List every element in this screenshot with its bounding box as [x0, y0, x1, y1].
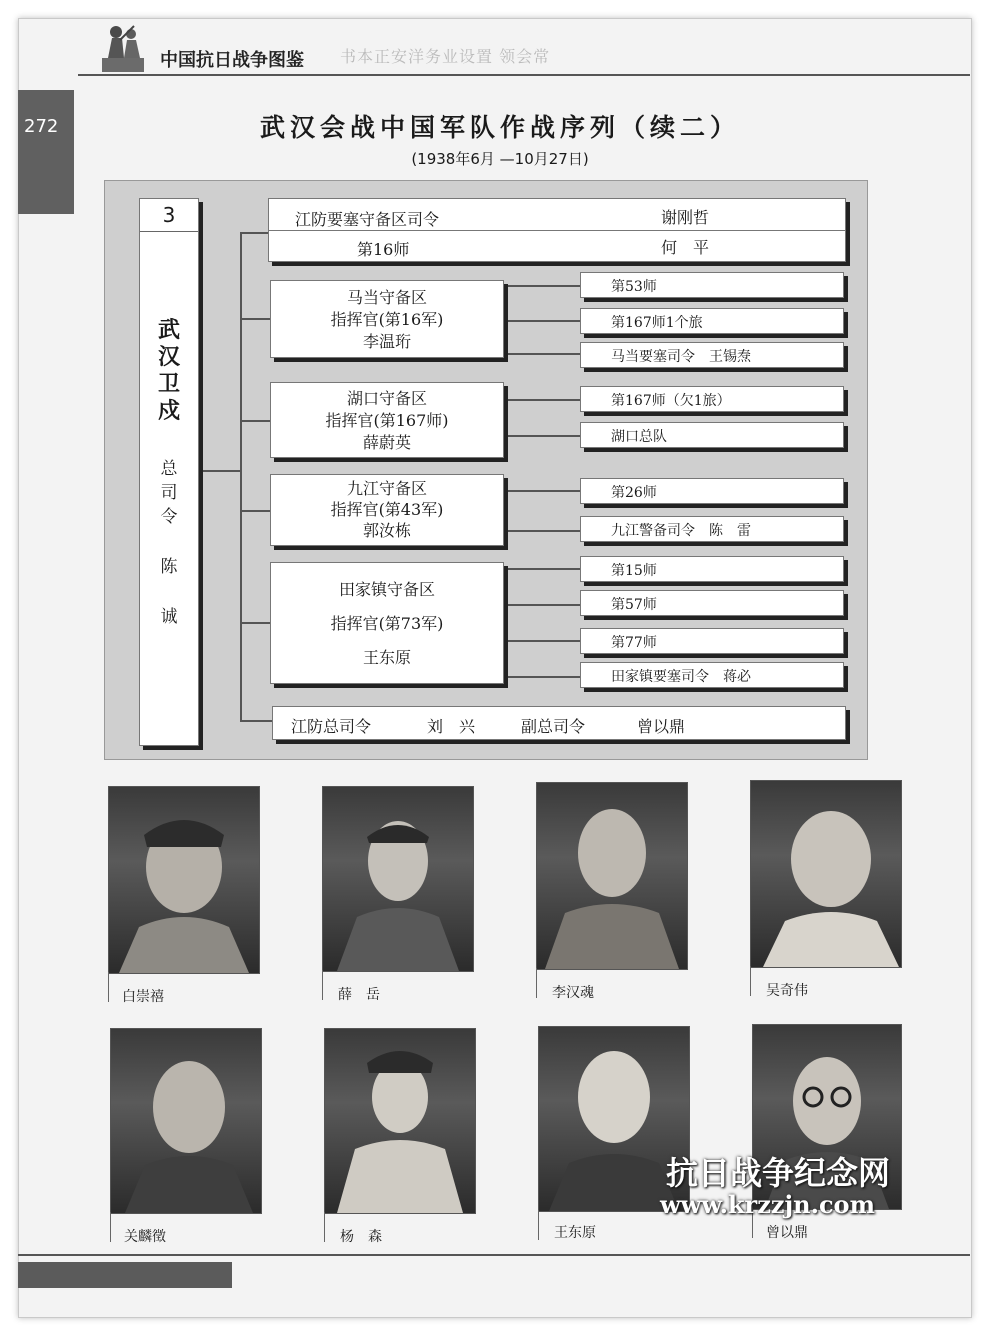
unit-label: 第167师（欠1旅）: [611, 393, 731, 409]
unit-box: [580, 662, 844, 688]
unit-box: [580, 342, 844, 368]
connector-d4: [240, 622, 270, 624]
watermark-url: www.krzzjn.com: [660, 1190, 875, 1219]
unit-box: [580, 422, 844, 448]
unit-box: [580, 386, 844, 412]
connector-d4-u1: [504, 568, 580, 570]
connector-d1-trunk: [504, 285, 506, 353]
connector-d4-u2: [504, 604, 580, 606]
date-range: (1938年6月 —10月27日): [411, 150, 589, 168]
river-defense-commander-name: 刘 兴: [427, 717, 476, 736]
caption-rule: [536, 968, 537, 998]
caption-rule: [538, 1210, 539, 1240]
connector-d2: [240, 420, 270, 422]
row-divider: [269, 230, 845, 231]
district-name: 九江守备区: [346, 479, 427, 498]
unit-label: 第53师: [611, 279, 657, 295]
commander-title-char: 卫: [157, 371, 180, 397]
caption-rule: [322, 970, 323, 1000]
unit-box: [580, 556, 844, 582]
portrait-caption: 关麟徵: [124, 1229, 166, 1245]
unit-label: 第57师: [611, 597, 657, 613]
river-fortress-box: [268, 198, 846, 262]
section-divider: [140, 231, 198, 232]
district-person: 李温珩: [362, 332, 411, 351]
commander-role: [140, 457, 198, 529]
connector-d1: [240, 318, 270, 320]
portrait-caption: 曾以鼎: [766, 1225, 808, 1241]
connector-d1-u3: [504, 353, 580, 355]
unit-box: [580, 516, 844, 542]
connector-d2-trunk: [504, 399, 506, 435]
deputy-commander-name: 曾以鼎: [637, 717, 686, 736]
unit-label: 湖口总队: [611, 429, 667, 445]
portrait-caption: 李汉魂: [552, 985, 594, 1001]
district-hukou: [270, 382, 504, 458]
commander-role-char: 总: [160, 459, 178, 479]
district-jiujiang: [270, 474, 504, 546]
commander-title-char: 戍: [157, 398, 180, 424]
commander-role-char: 司: [160, 483, 178, 503]
page-number: 272: [24, 116, 59, 137]
connector-d4-u4: [504, 676, 580, 678]
division-16-label: 第16师: [357, 240, 410, 259]
connector-cmd: [199, 470, 241, 472]
commander-name: [140, 555, 198, 629]
portrait-caption: 王东原: [554, 1225, 596, 1241]
district-tianjiazhen: [270, 562, 504, 684]
deputy-commander-label: 副总司令: [521, 717, 586, 736]
district-person: 王东原: [362, 648, 411, 667]
caption-rule: [108, 972, 109, 1002]
unit-label: 第15师: [611, 563, 657, 579]
portrait-photo: [324, 1028, 476, 1214]
fortress-commander-name: 谢刚哲: [661, 208, 710, 227]
connector-d2-u2: [504, 435, 580, 437]
portrait-caption: 杨 森: [340, 1229, 382, 1245]
connector-d3: [240, 510, 270, 512]
portrait-photo: [322, 786, 474, 972]
page-title: 武汉会战中国军队作战序列（续二）: [259, 113, 740, 142]
caption-rule: [110, 1212, 111, 1242]
connector-bottom: [240, 720, 272, 722]
connector-d4-trunk: [504, 568, 506, 676]
unit-label: 第77师: [611, 635, 657, 651]
caption-rule: [324, 1212, 325, 1242]
district-name: 田家镇守备区: [338, 580, 435, 599]
unit-box: [580, 478, 844, 504]
commander-title-char: 汉: [157, 344, 180, 370]
header-rule: [78, 74, 970, 76]
connector-d1-u2: [504, 320, 580, 322]
portrait-caption: 薛 岳: [338, 987, 380, 1003]
district-madang: [270, 280, 504, 358]
fortress-commander-label: 江防要塞守备区司令: [295, 210, 440, 229]
connector-d3-u2: [504, 530, 580, 532]
page-number-tab: [18, 90, 74, 214]
caption-rule: [750, 966, 751, 996]
division-16-commander: 何 平: [661, 238, 710, 257]
unit-label: 第26师: [611, 485, 657, 501]
unit-label: 马当要塞司令 王锡焘: [611, 349, 751, 365]
district-commander: 指挥官(第167师): [325, 411, 449, 430]
portrait-photo: [108, 786, 260, 974]
district-commander: 指挥官(第43军): [330, 500, 444, 519]
portrait-caption: 白崇禧: [122, 989, 164, 1005]
footer-bar: [18, 1262, 232, 1288]
footer-rule: [18, 1254, 970, 1256]
book-title: 中国抗日战争图鉴: [160, 50, 304, 71]
connector-d1-u1: [504, 285, 580, 287]
district-commander: 指挥官(第73军): [330, 614, 444, 633]
unit-label: 田家镇要塞司令 蒋必: [611, 669, 751, 685]
connector-d2-u1: [504, 399, 580, 401]
river-defense-commander-label: 江防总司令: [291, 717, 372, 736]
unit-box: [580, 590, 844, 616]
district-person: 薛蔚英: [362, 433, 411, 452]
unit-label: 第167师1个旅: [611, 315, 703, 331]
connector-d3-u1: [504, 490, 580, 492]
commander-name-char: 陈: [160, 557, 178, 577]
portrait-photo: [536, 782, 688, 970]
district-name: 湖口守备区: [346, 389, 427, 408]
commander-title-char: 武: [157, 317, 180, 343]
connector-d3-trunk: [504, 490, 506, 530]
commander-name-char: 诚: [160, 607, 178, 627]
commander-title: [140, 317, 198, 425]
portrait-caption: 吴奇伟: [766, 983, 808, 999]
commander-role-char: 令: [160, 507, 178, 527]
connector-trunk: [240, 232, 242, 722]
unit-label: 九江警备司令 陈 雷: [611, 523, 751, 539]
unit-box: [580, 308, 844, 334]
river-defense-command-box: [272, 706, 846, 740]
section-number: 3: [162, 203, 176, 227]
watermark-text: 抗日战争纪念网: [666, 1154, 891, 1192]
unit-box: [580, 628, 844, 654]
bleed-through-text: 书本正安洋务业设置 领会常: [340, 47, 551, 66]
commander-box: [139, 198, 199, 746]
portrait-photo: [750, 780, 902, 968]
unit-box: [580, 272, 844, 298]
district-person: 郭汝栋: [362, 521, 411, 540]
portrait-photo: [110, 1028, 262, 1214]
district-commander: 指挥官(第16军): [330, 310, 444, 329]
connector-top: [240, 232, 270, 234]
district-name: 马当守备区: [346, 288, 427, 307]
soldier-statue-icon: [100, 22, 146, 72]
connector-d4-u3: [504, 640, 580, 642]
